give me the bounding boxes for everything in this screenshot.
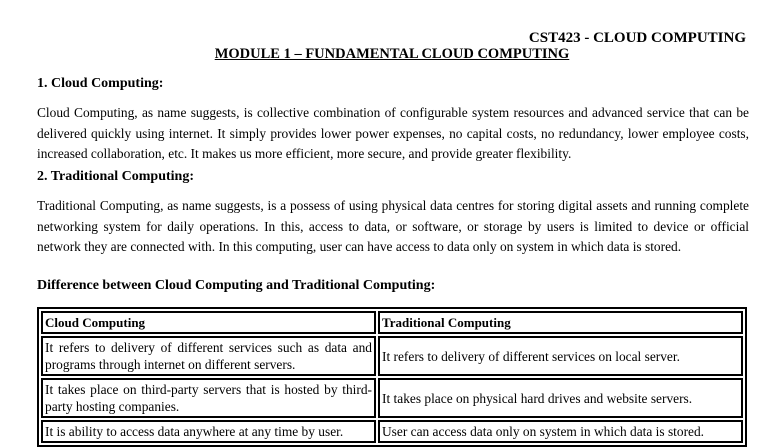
table-header-cloud: Cloud Computing	[41, 311, 376, 334]
table-row	[41, 420, 743, 443]
page-header-course: CST423 - CLOUD COMPUTING	[528, 30, 746, 46]
table-cell-traditional: It refers to delivery of different services on local server.	[378, 336, 743, 376]
table-row	[41, 378, 743, 418]
section-heading-cloud-computing: 1. Cloud Computing:	[37, 76, 164, 91]
module-title	[0, 46, 784, 63]
table-header-traditional: Traditional Computing	[378, 311, 743, 334]
section-heading-traditional-computing: 2. Traditional Computing:	[37, 169, 195, 184]
table-row	[41, 336, 743, 376]
table-cell-cloud: It refers to delivery of different services such as data and programs through internet on different servers.	[41, 336, 376, 376]
paragraph-traditional-computing: Traditional Computing, as name suggests, is a possess of using physical data centres for storing digital assets and running complete networking system for daily operations. In this, access to data, or software, or storage by users is limited to device or official network they are connected with. In this computing, user can have access to data only on system in which data is stored.	[37, 198, 749, 255]
table-cell-cloud: It takes place on third-party servers that is hosted by third-party hosting companies.	[41, 378, 376, 418]
comparison-table	[37, 307, 747, 447]
section-heading-difference: Difference between Cloud Computing and Traditional Computing:	[37, 278, 436, 293]
module-title-text: MODULE 1 – FUNDAMENTAL CLOUD COMPUTING	[214, 46, 570, 62]
table-cell-traditional: It takes place on physical hard drives and website servers.	[378, 378, 743, 418]
table-cell-cloud: It is ability to access data anywhere at any time by user.	[41, 420, 376, 443]
paragraph-cloud-computing: Cloud Computing, as name suggests, is collective combination of configurable system resources and advanced service that can be delivered quickly using internet. It simply provides lower power expenses, no capital costs, no redundancy, lower employee costs, increased collaboration, etc. It makes us more efficient, more secure, and provide greater flexibility.	[37, 105, 749, 162]
table-header-row	[41, 311, 743, 334]
table-cell-traditional: User can access data only on system in which data is stored.	[378, 420, 743, 443]
